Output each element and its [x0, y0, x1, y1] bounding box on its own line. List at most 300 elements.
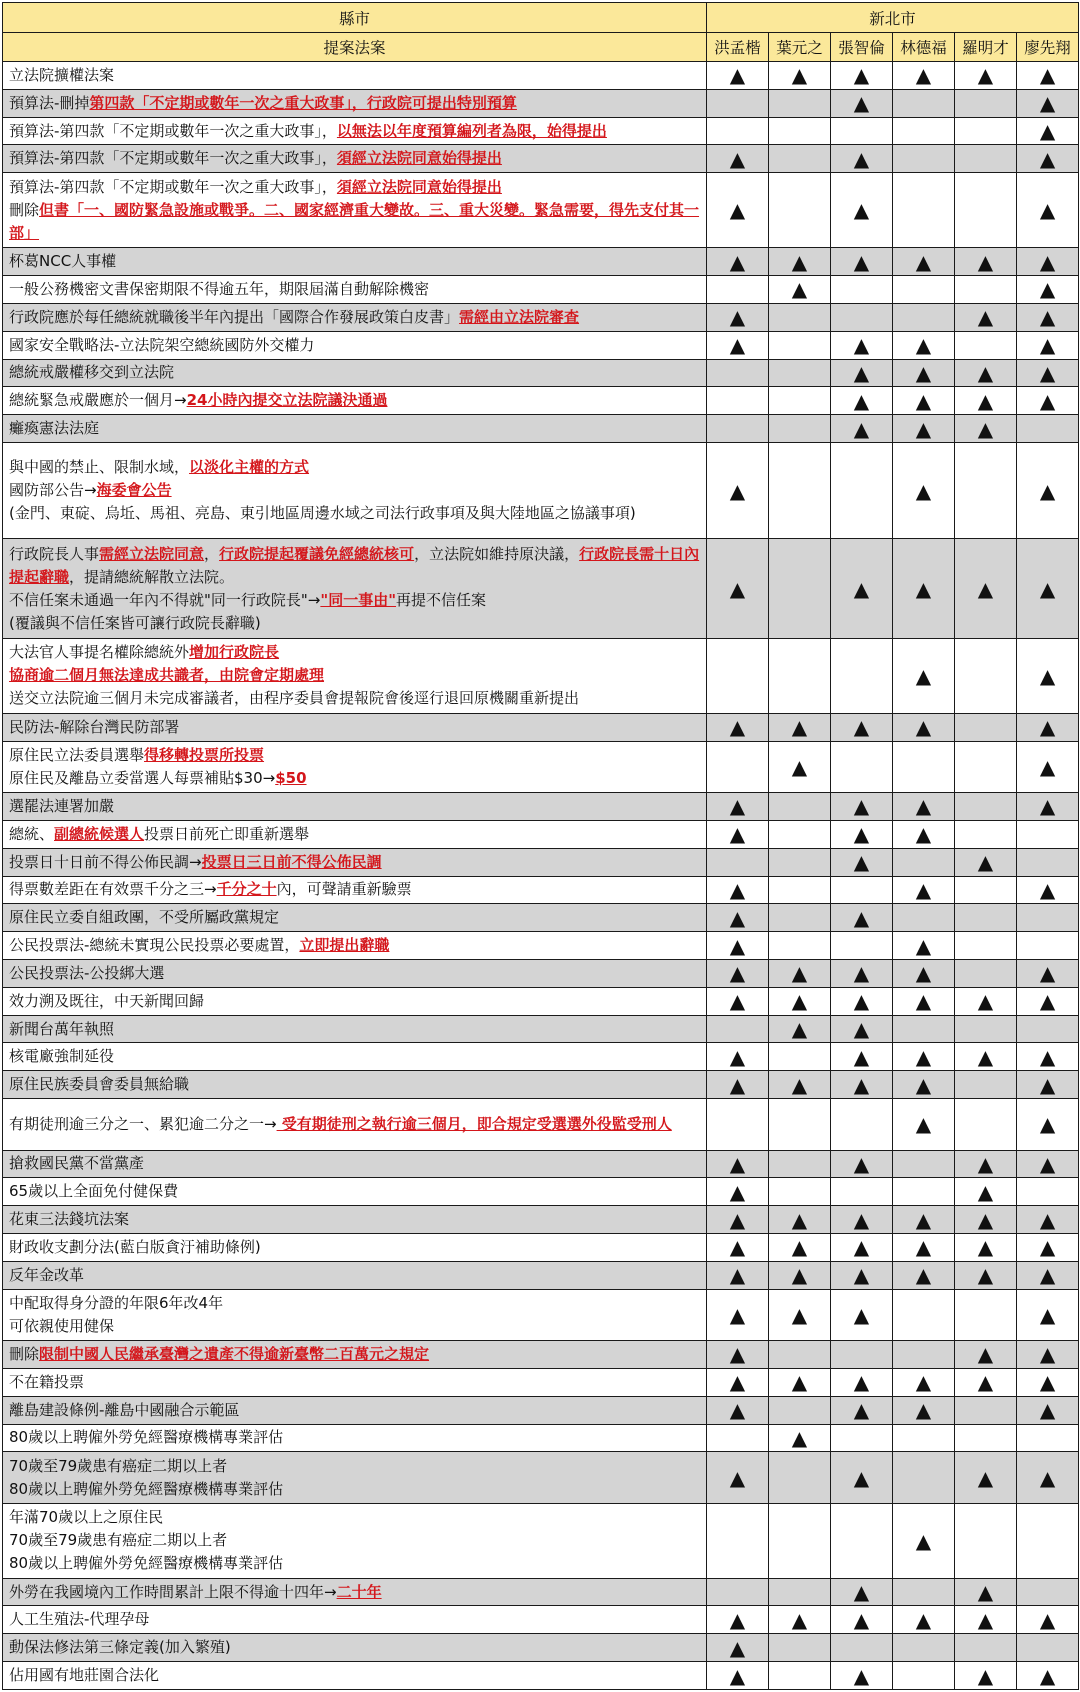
vote-cell [893, 1178, 955, 1206]
vote-cell [769, 638, 831, 713]
vote-cell [707, 145, 769, 173]
vote-cell [831, 1606, 893, 1634]
triangle-mark-icon: ▲ [915, 1607, 932, 1632]
vote-cell [1017, 1368, 1079, 1396]
triangle-mark-icon: ▲ [853, 63, 870, 88]
bill-text: 80歲以上聘僱外勞免經醫療機構專業評估 [9, 1479, 284, 1498]
vote-cell [955, 741, 1017, 792]
vote-cell [955, 89, 1017, 117]
vote-cell [769, 1396, 831, 1424]
triangle-mark-icon: ▲ [729, 1044, 746, 1069]
triangle-mark-icon: ▲ [1039, 1207, 1056, 1232]
vote-cell [955, 1150, 1017, 1178]
bill-header: 提案法案 [3, 33, 707, 62]
vote-cell [707, 303, 769, 331]
triangle-mark-icon: ▲ [1039, 249, 1056, 274]
vote-cell [831, 443, 893, 539]
vote-cell [707, 1452, 769, 1503]
bill-text: 不信任案未通過一年內不得就"同一行政院長"→ [9, 590, 321, 609]
triangle-mark-icon: ▲ [729, 1398, 746, 1423]
triangle-mark-icon: ▲ [853, 1302, 870, 1327]
vote-cell [831, 1043, 893, 1071]
bill-text-highlight: 24小時內提交立法院議決通過 [186, 391, 388, 410]
vote-cell [1017, 443, 1079, 539]
vote-cell [831, 359, 893, 387]
vote-cell [1017, 1662, 1079, 1690]
table-row [3, 1015, 1079, 1043]
vote-cell [955, 1578, 1017, 1606]
table-row [3, 932, 1079, 960]
triangle-mark-icon: ▲ [729, 1151, 746, 1176]
vote-cell [769, 1662, 831, 1690]
triangle-mark-icon: ▲ [1039, 305, 1056, 330]
table-row [3, 89, 1079, 117]
triangle-mark-icon: ▲ [1039, 91, 1056, 116]
bill-text: (覆議與不信任案皆可讓行政院長辭職) [9, 613, 261, 632]
vote-cell [831, 1071, 893, 1099]
bill-description [3, 1099, 707, 1150]
vote-cell [1017, 276, 1079, 304]
triangle-mark-icon: ▲ [977, 1663, 994, 1688]
vote-cell [893, 959, 955, 987]
triangle-mark-icon: ▲ [729, 63, 746, 88]
bill-text: 佔用國有地莊園合法化 [9, 1666, 160, 1685]
triangle-mark-icon: ▲ [853, 905, 870, 930]
vote-cell [955, 793, 1017, 821]
vote-cell [893, 1424, 955, 1452]
vote-cell [955, 276, 1017, 304]
triangle-mark-icon: ▲ [915, 1235, 932, 1260]
vote-cell [769, 89, 831, 117]
vote-cell [1017, 387, 1079, 415]
bill-text-highlight: 得移轉投票所投票 [144, 745, 265, 764]
vote-cell [769, 876, 831, 904]
vote-cell [893, 248, 955, 276]
triangle-mark-icon: ▲ [977, 576, 994, 601]
triangle-mark-icon: ▲ [915, 663, 932, 688]
table-row [3, 1099, 1079, 1150]
vote-cell [955, 1071, 1017, 1099]
vote-cell [1017, 1015, 1079, 1043]
vote-cell [955, 1341, 1017, 1369]
vote-cell [769, 959, 831, 987]
triangle-mark-icon: ▲ [791, 249, 808, 274]
vote-cell [831, 387, 893, 415]
triangle-mark-icon: ▲ [791, 989, 808, 1014]
vote-cell [955, 1606, 1017, 1634]
triangle-mark-icon: ▲ [853, 1580, 870, 1605]
bill-description [3, 89, 707, 117]
vote-cell [1017, 539, 1079, 639]
vote-cell [769, 415, 831, 443]
vote-cell [893, 1606, 955, 1634]
vote-cell [831, 1662, 893, 1690]
triangle-mark-icon: ▲ [977, 305, 994, 330]
table-row [3, 1578, 1079, 1606]
bill-text-highlight: 二十年 [336, 1582, 382, 1601]
triangle-mark-icon: ▲ [915, 1370, 932, 1395]
vote-cell [707, 173, 769, 248]
triangle-mark-icon: ▲ [1039, 1663, 1056, 1688]
bill-description [3, 443, 707, 539]
triangle-mark-icon: ▲ [729, 1263, 746, 1288]
vote-cell [707, 932, 769, 960]
vote-cell [831, 1099, 893, 1150]
vote-cell [707, 1341, 769, 1369]
vote-cell [893, 1015, 955, 1043]
vote-cell [707, 1071, 769, 1099]
triangle-mark-icon: ▲ [915, 989, 932, 1014]
bill-description [3, 638, 707, 713]
bill-description [3, 1043, 707, 1071]
vote-cell [955, 62, 1017, 90]
bill-text-highlight: 第四款「不定期或數年一次之重大政事」，行政院可提出特別預算 [89, 93, 517, 112]
triangle-mark-icon: ▲ [977, 63, 994, 88]
bill-text: ， [204, 544, 220, 563]
triangle-mark-icon: ▲ [729, 333, 746, 358]
triangle-mark-icon: ▲ [915, 961, 932, 986]
triangle-mark-icon: ▲ [1039, 989, 1056, 1014]
vote-cell [769, 117, 831, 145]
triangle-mark-icon: ▲ [853, 360, 870, 385]
bill-text: 行政院長人事 [9, 544, 100, 563]
triangle-mark-icon: ▲ [729, 989, 746, 1014]
vote-cell [893, 276, 955, 304]
bill-description [3, 932, 707, 960]
vote-cell [769, 1150, 831, 1178]
triangle-mark-icon: ▲ [729, 1342, 746, 1367]
bill-description [3, 1368, 707, 1396]
bill-text: 一般公務機密文書保密期限不得逾五年，期限屆滿自動解除機密 [9, 279, 430, 298]
vote-cell [707, 1261, 769, 1289]
vote-cell [1017, 713, 1079, 741]
bill-description [3, 987, 707, 1015]
vote-cell [955, 303, 1017, 331]
legislator-header: 張智倫 [831, 33, 893, 62]
bill-text: 花東三法錢坑法案 [9, 1210, 130, 1229]
bill-text: 有期徒刑逾三分之一、累犯逾二分之一→ [9, 1114, 277, 1133]
vote-cell [707, 820, 769, 848]
vote-cell [831, 1503, 893, 1578]
vote-cell [1017, 1452, 1079, 1503]
vote-cell [1017, 117, 1079, 145]
triangle-mark-icon: ▲ [729, 146, 746, 171]
bill-text-highlight: 海委會公告 [96, 481, 172, 500]
triangle-mark-icon: ▲ [977, 1607, 994, 1632]
vote-cell [769, 1071, 831, 1099]
triangle-mark-icon: ▲ [1039, 63, 1056, 88]
vote-cell [955, 1452, 1017, 1503]
bill-description [3, 145, 707, 173]
table-row [3, 1396, 1079, 1424]
bill-description [3, 1261, 707, 1289]
bill-text-highlight: $50 [275, 768, 307, 787]
triangle-mark-icon: ▲ [1039, 277, 1056, 302]
bill-text: 原住民立委自組政團，不受所屬政黨規定 [9, 908, 280, 927]
triangle-mark-icon: ▲ [729, 905, 746, 930]
vote-cell [893, 820, 955, 848]
triangle-mark-icon: ▲ [1039, 146, 1056, 171]
vote-cell [707, 741, 769, 792]
vote-cell [707, 959, 769, 987]
vote-cell [831, 987, 893, 1015]
triangle-mark-icon: ▲ [791, 1235, 808, 1260]
bill-text: 新聞台萬年執照 [9, 1019, 115, 1038]
vote-cell [769, 713, 831, 741]
vote-cell [1017, 1071, 1079, 1099]
triangle-mark-icon: ▲ [915, 877, 932, 902]
triangle-mark-icon: ▲ [729, 1607, 746, 1632]
table-row [3, 276, 1079, 304]
vote-cell [769, 62, 831, 90]
triangle-mark-icon: ▲ [729, 794, 746, 819]
vote-cell [707, 331, 769, 359]
triangle-mark-icon: ▲ [729, 933, 746, 958]
vote-cell [1017, 1178, 1079, 1206]
table-row [3, 1634, 1079, 1662]
vote-cell [1017, 1578, 1079, 1606]
triangle-mark-icon: ▲ [791, 1607, 808, 1632]
triangle-mark-icon: ▲ [853, 249, 870, 274]
bill-text: 預算法-第四款「不定期或數年一次之重大政事」， [9, 149, 337, 168]
table-row [3, 415, 1079, 443]
bill-text: 搶救國民黨不當黨產 [9, 1154, 145, 1173]
vote-cell [1017, 876, 1079, 904]
triangle-mark-icon: ▲ [1039, 1398, 1056, 1423]
vote-cell [831, 1341, 893, 1369]
triangle-mark-icon: ▲ [1039, 1044, 1056, 1069]
vote-cell [955, 1015, 1017, 1043]
bill-text: 人工生殖法-代理孕母 [9, 1610, 150, 1629]
bill-description [3, 539, 707, 639]
triangle-mark-icon: ▲ [791, 63, 808, 88]
bill-text: 刪除 [9, 1344, 40, 1363]
vote-cell [769, 741, 831, 792]
bill-text-highlight: 立即提出辭職 [299, 936, 390, 955]
vote-cell [955, 904, 1017, 932]
vote-cell [707, 638, 769, 713]
bill-text: 再提不信任案 [396, 590, 487, 609]
bill-text: 財政收支劃分法(藍白版貪汙補助條例) [9, 1237, 261, 1256]
bill-text-highlight: 行政院提起覆議免經總統核可 [219, 544, 415, 563]
triangle-mark-icon: ▲ [977, 1465, 994, 1490]
triangle-mark-icon: ▲ [729, 961, 746, 986]
bill-description [3, 415, 707, 443]
vote-cell [955, 932, 1017, 960]
bill-text: 總統緊急戒嚴應於一個月→ [9, 391, 187, 410]
bill-description [3, 793, 707, 821]
vote-cell [769, 443, 831, 539]
triangle-mark-icon: ▲ [853, 333, 870, 358]
bill-text-highlight: 投票日三日前不得公佈民調 [201, 852, 382, 871]
vote-cell [893, 303, 955, 331]
vote-cell [769, 1606, 831, 1634]
bill-description [3, 1634, 707, 1662]
vote-cell [1017, 848, 1079, 876]
triangle-mark-icon: ▲ [729, 198, 746, 223]
vote-cell [831, 62, 893, 90]
bill-text: 投票日前死亡即重新選舉 [144, 824, 310, 843]
vote-cell [831, 1206, 893, 1234]
vote-cell [707, 1662, 769, 1690]
bill-description [3, 1178, 707, 1206]
bill-text: 效力溯及既往，中天新聞回歸 [9, 991, 205, 1010]
triangle-mark-icon: ▲ [853, 91, 870, 116]
vote-cell [1017, 173, 1079, 248]
vote-cell [955, 1178, 1017, 1206]
triangle-mark-icon: ▲ [1039, 1072, 1056, 1097]
vote-cell [707, 539, 769, 639]
vote-cell [893, 1452, 955, 1503]
triangle-mark-icon: ▲ [915, 478, 932, 503]
table-row [3, 1150, 1079, 1178]
table-row [3, 443, 1079, 539]
vote-cell [893, 62, 955, 90]
vote-cell [1017, 959, 1079, 987]
triangle-mark-icon: ▲ [791, 754, 808, 779]
vote-cell [769, 820, 831, 848]
bill-description [3, 876, 707, 904]
vote-cell [893, 331, 955, 359]
triangle-mark-icon: ▲ [915, 1398, 932, 1423]
vote-cell [893, 1503, 955, 1578]
vote-cell [769, 1452, 831, 1503]
table-row [3, 959, 1079, 987]
triangle-mark-icon: ▲ [1039, 961, 1056, 986]
bill-description [3, 1662, 707, 1690]
region-header: 新北市 [707, 3, 1079, 33]
triangle-mark-icon: ▲ [915, 360, 932, 385]
table-row [3, 904, 1079, 932]
vote-cell [893, 987, 955, 1015]
triangle-mark-icon: ▲ [791, 1207, 808, 1232]
triangle-mark-icon: ▲ [915, 388, 932, 413]
vote-cell [1017, 638, 1079, 713]
vote-cell [1017, 741, 1079, 792]
vote-cell [955, 1289, 1017, 1340]
vote-cell [769, 248, 831, 276]
vote-cell [831, 117, 893, 145]
vote-cell [955, 1503, 1017, 1578]
vote-cell [893, 932, 955, 960]
vote-cell [893, 1150, 955, 1178]
vote-cell [707, 1043, 769, 1071]
vote-cell [707, 1634, 769, 1662]
vote-cell [707, 876, 769, 904]
vote-cell [1017, 904, 1079, 932]
vote-cell [769, 793, 831, 821]
triangle-mark-icon: ▲ [1039, 1112, 1056, 1137]
table-row [3, 62, 1079, 90]
vote-cell [1017, 820, 1079, 848]
bill-text: 杯葛NCC人事權 [9, 252, 117, 271]
vote-cell [831, 89, 893, 117]
vote-cell [769, 1503, 831, 1578]
vote-cell [955, 539, 1017, 639]
vote-cell [769, 1178, 831, 1206]
vote-cell [831, 276, 893, 304]
vote-cell [831, 876, 893, 904]
vote-cell [955, 1043, 1017, 1071]
vote-cell [831, 741, 893, 792]
vote-cell [769, 173, 831, 248]
bill-description [3, 741, 707, 792]
bill-text: 80歲以上聘僱外勞免經醫療機構專業評估 [9, 1428, 284, 1447]
triangle-mark-icon: ▲ [853, 1044, 870, 1069]
vote-cell [707, 1606, 769, 1634]
vote-cell [769, 904, 831, 932]
triangle-mark-icon: ▲ [729, 822, 746, 847]
bill-description [3, 1289, 707, 1340]
vote-cell [1017, 145, 1079, 173]
vote-cell [769, 1634, 831, 1662]
vote-cell [707, 1424, 769, 1452]
vote-cell [1017, 1099, 1079, 1150]
vote-cell [707, 62, 769, 90]
bill-text: 核電廠強制延役 [9, 1047, 115, 1066]
vote-cell [893, 1662, 955, 1690]
table-row [3, 1368, 1079, 1396]
bill-description [3, 117, 707, 145]
vote-cell [769, 145, 831, 173]
bill-text: 送交立法院逾三個月未完成審議者，由程序委員會提報院會後逕行退回原機關重新提出 [9, 689, 580, 708]
vote-cell [707, 1099, 769, 1150]
table-row [3, 1178, 1079, 1206]
vote-cell [831, 1634, 893, 1662]
vote-cell [831, 638, 893, 713]
vote-cell [707, 1289, 769, 1340]
bill-description [3, 713, 707, 741]
table-row [3, 1043, 1079, 1071]
bill-text-highlight: 受有期徒刑之執行逾三個月，即合規定受選選外役監受刑人 [276, 1114, 672, 1133]
vote-cell [893, 638, 955, 713]
triangle-mark-icon: ▲ [915, 1072, 932, 1097]
table-row [3, 876, 1079, 904]
bill-text-highlight: 須經立法院同意始得提出 [336, 177, 502, 196]
vote-cell [1017, 1396, 1079, 1424]
vote-cell [955, 820, 1017, 848]
legislator-header: 廖先翔 [1017, 33, 1079, 62]
bill-text-highlight: 限制中國人民繼承臺灣之遺產不得逾新臺幣二百萬元之規定 [39, 1344, 430, 1363]
vote-cell [707, 443, 769, 539]
triangle-mark-icon: ▲ [729, 715, 746, 740]
vote-cell [769, 1261, 831, 1289]
bill-text: 原住民立法委員選舉 [9, 745, 145, 764]
vote-cell [1017, 1424, 1079, 1452]
triangle-mark-icon: ▲ [915, 822, 932, 847]
vote-cell [707, 848, 769, 876]
triangle-mark-icon: ▲ [1039, 754, 1056, 779]
bill-text: (金門、東碇、烏坵、馬祖、亮島、東引地區周邊水域之司法行政事項及與大陸地區之協議事項) [9, 504, 636, 523]
vote-cell [707, 1233, 769, 1261]
triangle-mark-icon: ▲ [729, 1663, 746, 1688]
triangle-mark-icon: ▲ [853, 1151, 870, 1176]
vote-cell [955, 117, 1017, 145]
vote-cell [955, 1396, 1017, 1424]
bill-text: 公民投票法-總統未實現公民投票必要處置， [9, 936, 300, 955]
table-row [3, 303, 1079, 331]
triangle-mark-icon: ▲ [977, 416, 994, 441]
triangle-mark-icon: ▲ [977, 1235, 994, 1260]
vote-cell [955, 848, 1017, 876]
bill-text-highlight: 行政院長需十日內提起辭職 [9, 544, 700, 586]
vote-cell [831, 1150, 893, 1178]
table-row [3, 117, 1079, 145]
triangle-mark-icon: ▲ [1039, 1342, 1056, 1367]
vote-cell [893, 1368, 955, 1396]
vote-cell [893, 904, 955, 932]
table-row [3, 1606, 1079, 1634]
